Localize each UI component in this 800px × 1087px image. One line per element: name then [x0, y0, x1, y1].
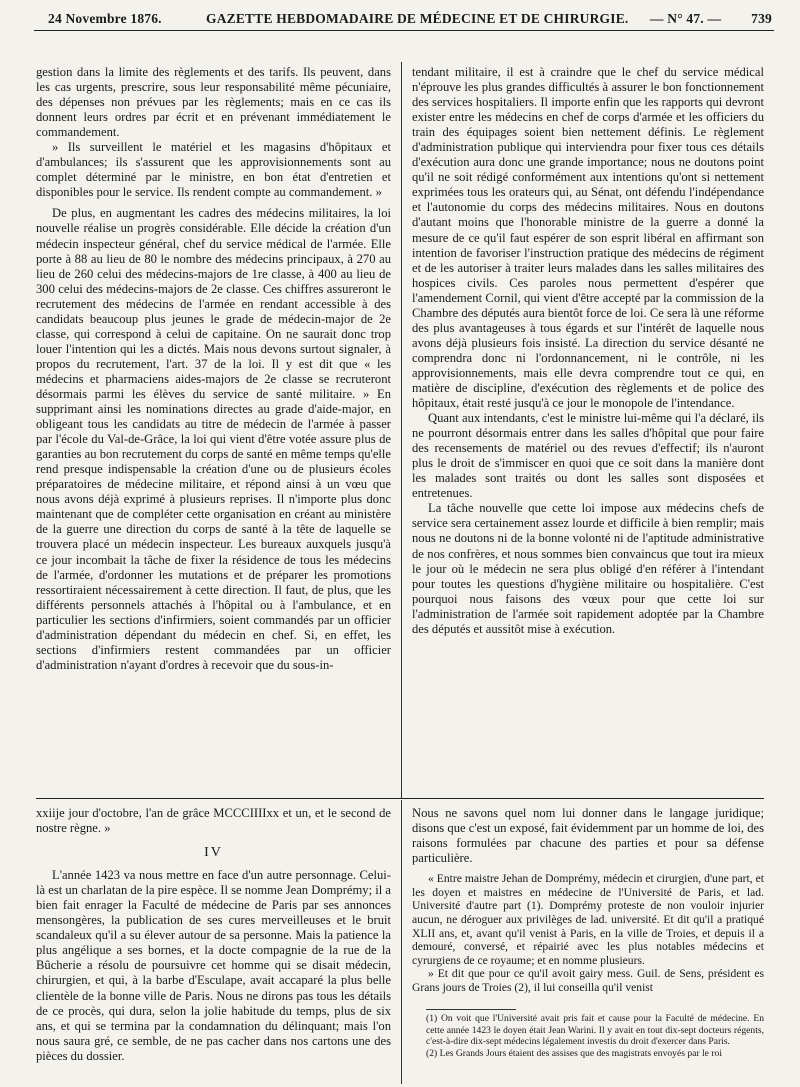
footnote: (1) On voit que l'Université avait pris fait et cause pour la Faculté de médecine. En cette année 1423 le doyen était Jean Warini. Il y avait en tout dix-sept docteurs régents, c'est-à-dire dix-sept médecins légalement investis du droit d'exercer dans Paris. [426, 1013, 764, 1048]
paragraph: xxiije jour d'octobre, l'an de grâce MCCCIIIIxx et un, et le second de nostre règne. » [36, 806, 391, 836]
paragraph: » Ils surveillent le matériel et les magasins d'hôpitaux et d'ambulances; ils s'assurent que les approvisionnements sont au complet déterminé par le ministre, en bon état d'entretien et disponibles pour le service. Ils rendent compte au commandement. » [36, 140, 391, 200]
footnote-rule [426, 1009, 516, 1010]
paragraph: La tâche nouvelle que cette loi impose aux médecins chefs de service sera certainement assez lourde et difficile à bien remplir; mais nous ne doutons ni de la bonne volonté ni de l'aptitude administrative de nos confrères, et nous sommes bien convaincus que tout ira mieux le jour où le médecin ne sera plus obligé d'en référer à l'intendant pour toutes les questions d'hygiène militaire ou hospitalière. C'est pourquoi nous faisons des vœux pour que cette loi sur l'administration de l'armée soit rapidement adoptée par la Chambre des députés et aussitôt mise à exécution. [412, 501, 764, 636]
paragraph: Nous ne savons quel nom lui donner dans le langage juridique; disons que c'est un exposé, fait évidemment par un homme de loi, des raisons formulées par chacune des parties et pour sa défense particulière. [412, 806, 764, 866]
quoted-paragraph: » Et dit que pour ce qu'il avoit gairy mess. Guil. de Sens, président es Grans jours de Troies (2), il lui conseilla qu'il venist [412, 967, 764, 994]
section-heading: IV [204, 845, 223, 861]
paragraph: gestion dans la limite des règlements et des tarifs. Ils peuvent, dans les cas urgents, prescrire, sous leur responsabilité même pécuniaire, des dépenses non prévues par les règlements; mais en ce cas ils donnent leurs ordres par écrit et en prévenant immédiatement le commandement. [36, 65, 391, 140]
section-divider [36, 798, 764, 799]
upper-right-column [412, 65, 764, 725]
running-header [34, 8, 774, 31]
issue-date: 24 Novembre 1876. [48, 11, 162, 26]
quoted-paragraph: « Entre maistre Jehan de Domprémy, médecin et cirurgien, d'une part, et les doyen et maistres en médecine de l'Université de Paris, et lad. Université d'autre part (1). Domprémy proteste de non vouloir injurier aucun, ne déroguer aux privilèges de lad. université. Et dit qu'il a pratiqué XLII ans, et, avant qu'il venist à Paris, en la ville de Troies, et depuis il a demouré, conversé, et répairié avec les plus notables médecins et cyrurgiens de ce royaume; et en nomme plusieurs. [412, 872, 764, 967]
column-divider [401, 62, 402, 798]
footnote: (2) Les Grands Jours étaient des assises que des magistrats envoyés par le roi [426, 1047, 722, 1059]
lower-right-column [412, 806, 764, 1016]
paragraph: De plus, en augmentant les cadres des médecins militaires, la loi nouvelle réalise un progrès considérable. Elle décide la création d'un médecin inspecteur général, chef du service médical de l'armée. Elle porte à 88 au lieu de 80 le nombre des médecins principaux, à 270 au lieu de 260 celui des médecins-majors de 1re classe, à 400 au lieu de 300 celui des médecins-majors de 2e classe. Ces chiffres assureront le recrutement des médecins de l'armée en rendant accessible à des candidats beaucoup plus jeunes le grade de médecin-major de 2e classe, qui correspond à celui de capitaine. On ne saurait donc trop louer l'intention qui les a dictés. Mais nous devons surtout signaler, à propos du recrutement, l'art. 37 de la loi. Il y est dit que « les médecins et pharmaciens aides-majors de 2e classe se recruteront désormais parmi les élèves du service de santé militaire. » En supprimant ainsi les nominations directes au grade d'aide-major, en obligeant tous les candidats au titre de médecin de l'armée à passer par l'école du Val-de-Grâce, la loi qui vient d'être votée assure plus de garanties au bon recrutement du corps de santé en même temps qu'elle rend presque indispensable la création d'une ou de plusieurs écoles préparatoires de médecine militaire, et répond ainsi à un vœu que nous avons déjà exprimé à plusieurs reprises. Il n'importe plus donc maintenant que de compléter cette organisation en créant au ministère de la guerre une direction du corps de santé à la tête de laquelle se trouvera placé un médecin inspecteur. Les bureaux auxquels jusqu'à ce jour incombait la tâche de fixer la résidence de tous les médecins de l'armée, d'ordonner les mutations et de préparer les promotions ressortiraient nécessairement à cette direction. Il faut, de plus, que les différents personnels attachés à l'hôpital ou à l'ambulance, et en particulier les sections d'infirmiers, soient commandés par un officier d'administration dépendant du médecin en chef. Si, en effet, les sections d'infirmiers restent commandées par un officier d'administration n'ayant d'ordres à recevoir que du sous-in- [36, 206, 391, 672]
paragraph: tendant militaire, il est à craindre que le chef du service médical n'éprouve les plus grandes difficultés à assurer le bon fonctionnement des services hospitaliers. Il importe enfin que les rapports qui devront exister entre les médecins en chef de corps d'armée et les officiers du train des équipages soient bien nettement définis. Le règlement d'administration publique qui interviendra pour fixer tous ces détails d'exécution aura donc une grande importance; nous ne doutons point qu'il ne soit rédigé conformément aux intentions qu'ont si nettement exprimées tous les orateurs qui, au Sénat, ont défendu l'indépendance et l'autonomie du corps des médecins militaires. Nous en doutons d'autant moins que l'honorable ministre de la guerre a donné la mesure de ce qu'il faut espérer de son esprit libéral en affirmant son intention de favoriser l'instruction pratique des médecins de régiment et de les autoriser à traiter leurs malades dans les salles militaires des hospices civils. Ces paroles nous permettent d'espérer que l'amendement Cornil, qui vient d'être accepté par la commission de la Chambre des députés aura bientôt force de loi. Ce sera là une réforme des plus avantageuses à tous égards et sur l'intérêt de laquelle nous avons déjà plusieurs fois insisté. La direction du service désanté ne comprendra donc ni l'ordonnancement, ni le contrôle, ni les approvisionnements, mais elle devra comprendre tout ce qui, en matière de discipline, d'exécution des règlements et de police des hôpitaux, était resté jusqu'à ce jour le monopole de l'intendance. [412, 65, 764, 411]
lower-left-column [36, 806, 391, 1084]
paragraph: Quant aux intendants, c'est le ministre lui-même qui l'a déclaré, ils ne pourront désormais entrer dans les salles d'hôpital que pour faire des recensements de matériel ou des revues d'effectif; ils n'auront plus le droit de s'immiscer en quoi que ce soit dans la manière dont les malades sont traités ou dont les salles sont disposées et entretenues. [412, 411, 764, 501]
page-number: 739 [751, 11, 772, 26]
upper-left-column [36, 65, 391, 795]
paragraph: L'année 1423 va nous mettre en face d'un autre personnage. Celui-là est un charlatan de la pire espèce. Il se nomme Jean Domprémy; il a bien fait enrager la Faculté de médecine de Paris par ses annonces mensongères, la publication de ses cures merveilleuses et le bruit scandaleux qu'il a su élever autour de sa personne. Mais la patience la plus angélique a ses bornes, et la docte compagnie de la rue de la Bûcherie a résolu de poursuivre cet homme qui se disait médecin, chirurgien, et qui, à la barbe d'Esculape, avait accaparé la plus belle clientèle de la bonne ville de Paris. Nous ne dirons pas tous les détails de ce procès, qui dura, selon la jolie habitude du temps, plus de six ans, et qui se termina par la condamnation du délinquant; mais l'on nous saura gré, ce semble, de ne pas cacher dans nos cartons une des pièces du dossier. [36, 868, 391, 1063]
issue-number: — N° 47. — [650, 11, 722, 26]
journal-title: GAZETTE HEBDOMADAIRE DE MÉDECINE ET DE CHIRURGIE. [206, 11, 629, 26]
footnotes [426, 1013, 764, 1085]
column-divider [401, 800, 402, 1084]
